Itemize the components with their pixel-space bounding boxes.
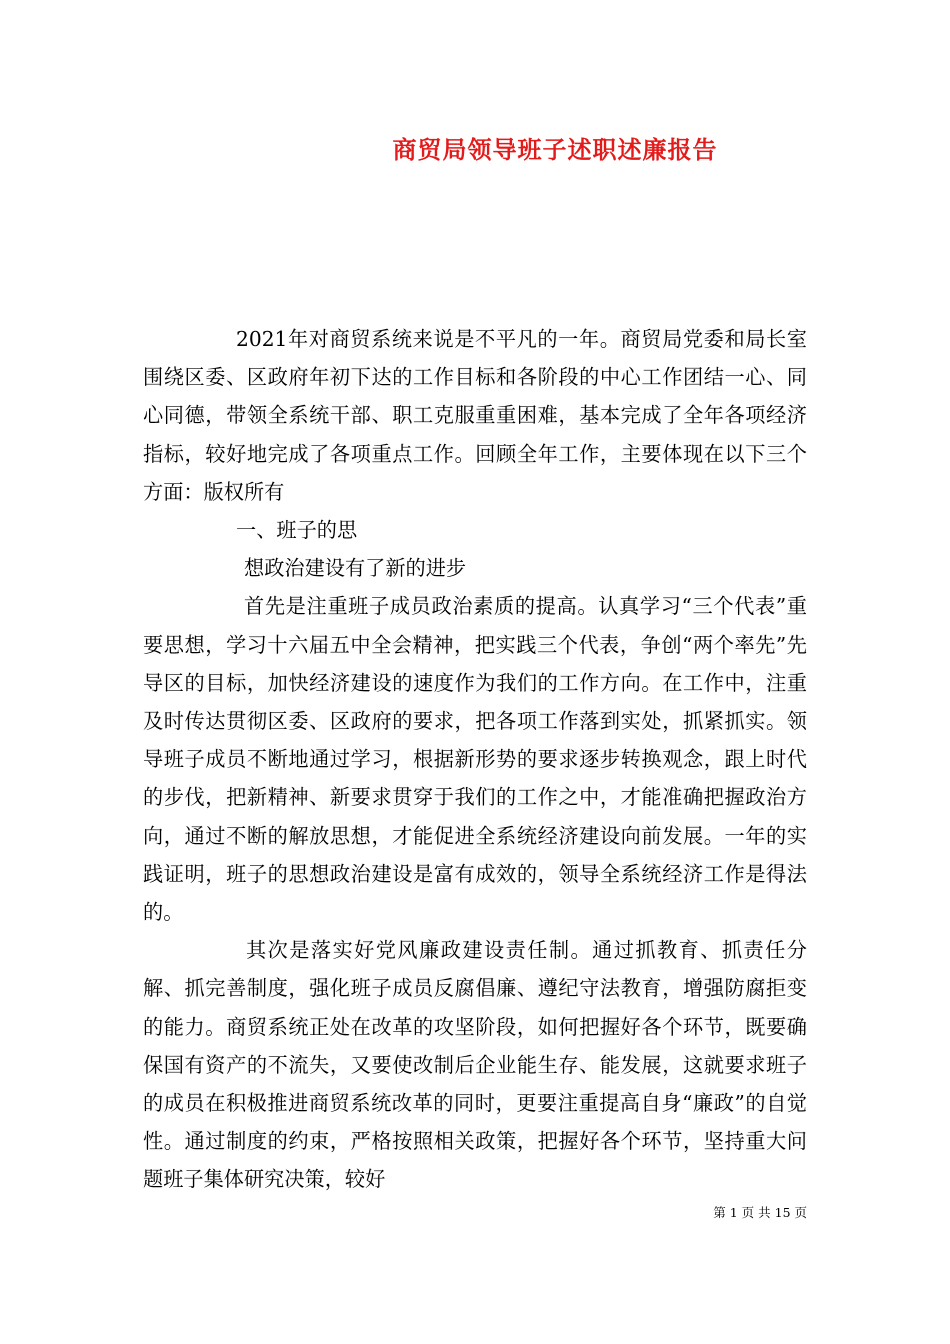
page-number-footer: 第 1 页 共 15 页 bbox=[713, 1205, 807, 1220]
document-body bbox=[143, 320, 807, 1199]
section-heading-part-1: 一、班子的思 bbox=[236, 518, 358, 543]
paragraph-intro: 2021年对商贸系统来说是不平凡的一年。商贸局党委和局长室围绕区委、区政府年初下达的工作目标和各阶段的中心工作团结一心、同心同德，带领全系统干部、职工克服重重困难，基本完成了全年各项经济指标，较好地完成了各项重点工作。回顾全年工作，主要体现在以下三个方面：版权所有 bbox=[143, 327, 807, 504]
section-heading-part-2: 想政治建设有了新的进步 bbox=[244, 556, 467, 581]
document-title: 商贸局领导班子述职述廉报告 bbox=[392, 135, 718, 164]
paragraph-integrity-responsibility: 其次是落实好党风廉政建设责任制。通过抓教育、抓责任分解、抓完善制度，强化班子成员反腐倡廉、遵纪守法教育，增强防腐拒变的能力。商贸系统正处在改革的攻坚阶段，如何把握好各个环节，既要确保国有资产的不流失，又要使改制后企业能生存、能发展，这就要求班子的成员在积极推进商贸系统改革的同时，更要注重提高自身“廉政”的自觉性。通过制度的约束，严格按照相关政策，把握好各个环节，坚持重大问题班子集体研究决策，较好 bbox=[143, 938, 807, 1192]
paragraph-political-quality: 首先是注重班子成员政治素质的提高。认真学习“三个代表”重要思想，学习十六届五中全会精神，把实践三个代表，争创“两个率先”先导区的目标，加快经济建设的速度作为我们的工作方向。在工作中，注重及时传达贯彻区委、区政府的要求，把各项工作落到实处，抓紧抓实。领导班子成员不断地通过学习，根据新形势的要求逐步转换观念，跟上时代的步伐，把新精神、新要求贯穿于我们的工作之中，才能准确把握政治方向，通过不断的解放思想，才能促进全系统经济建设向前发展。一年的实践证明，班子的思想政治建设是富有成效的，领导全系统经济工作是得法的。 bbox=[143, 594, 807, 925]
